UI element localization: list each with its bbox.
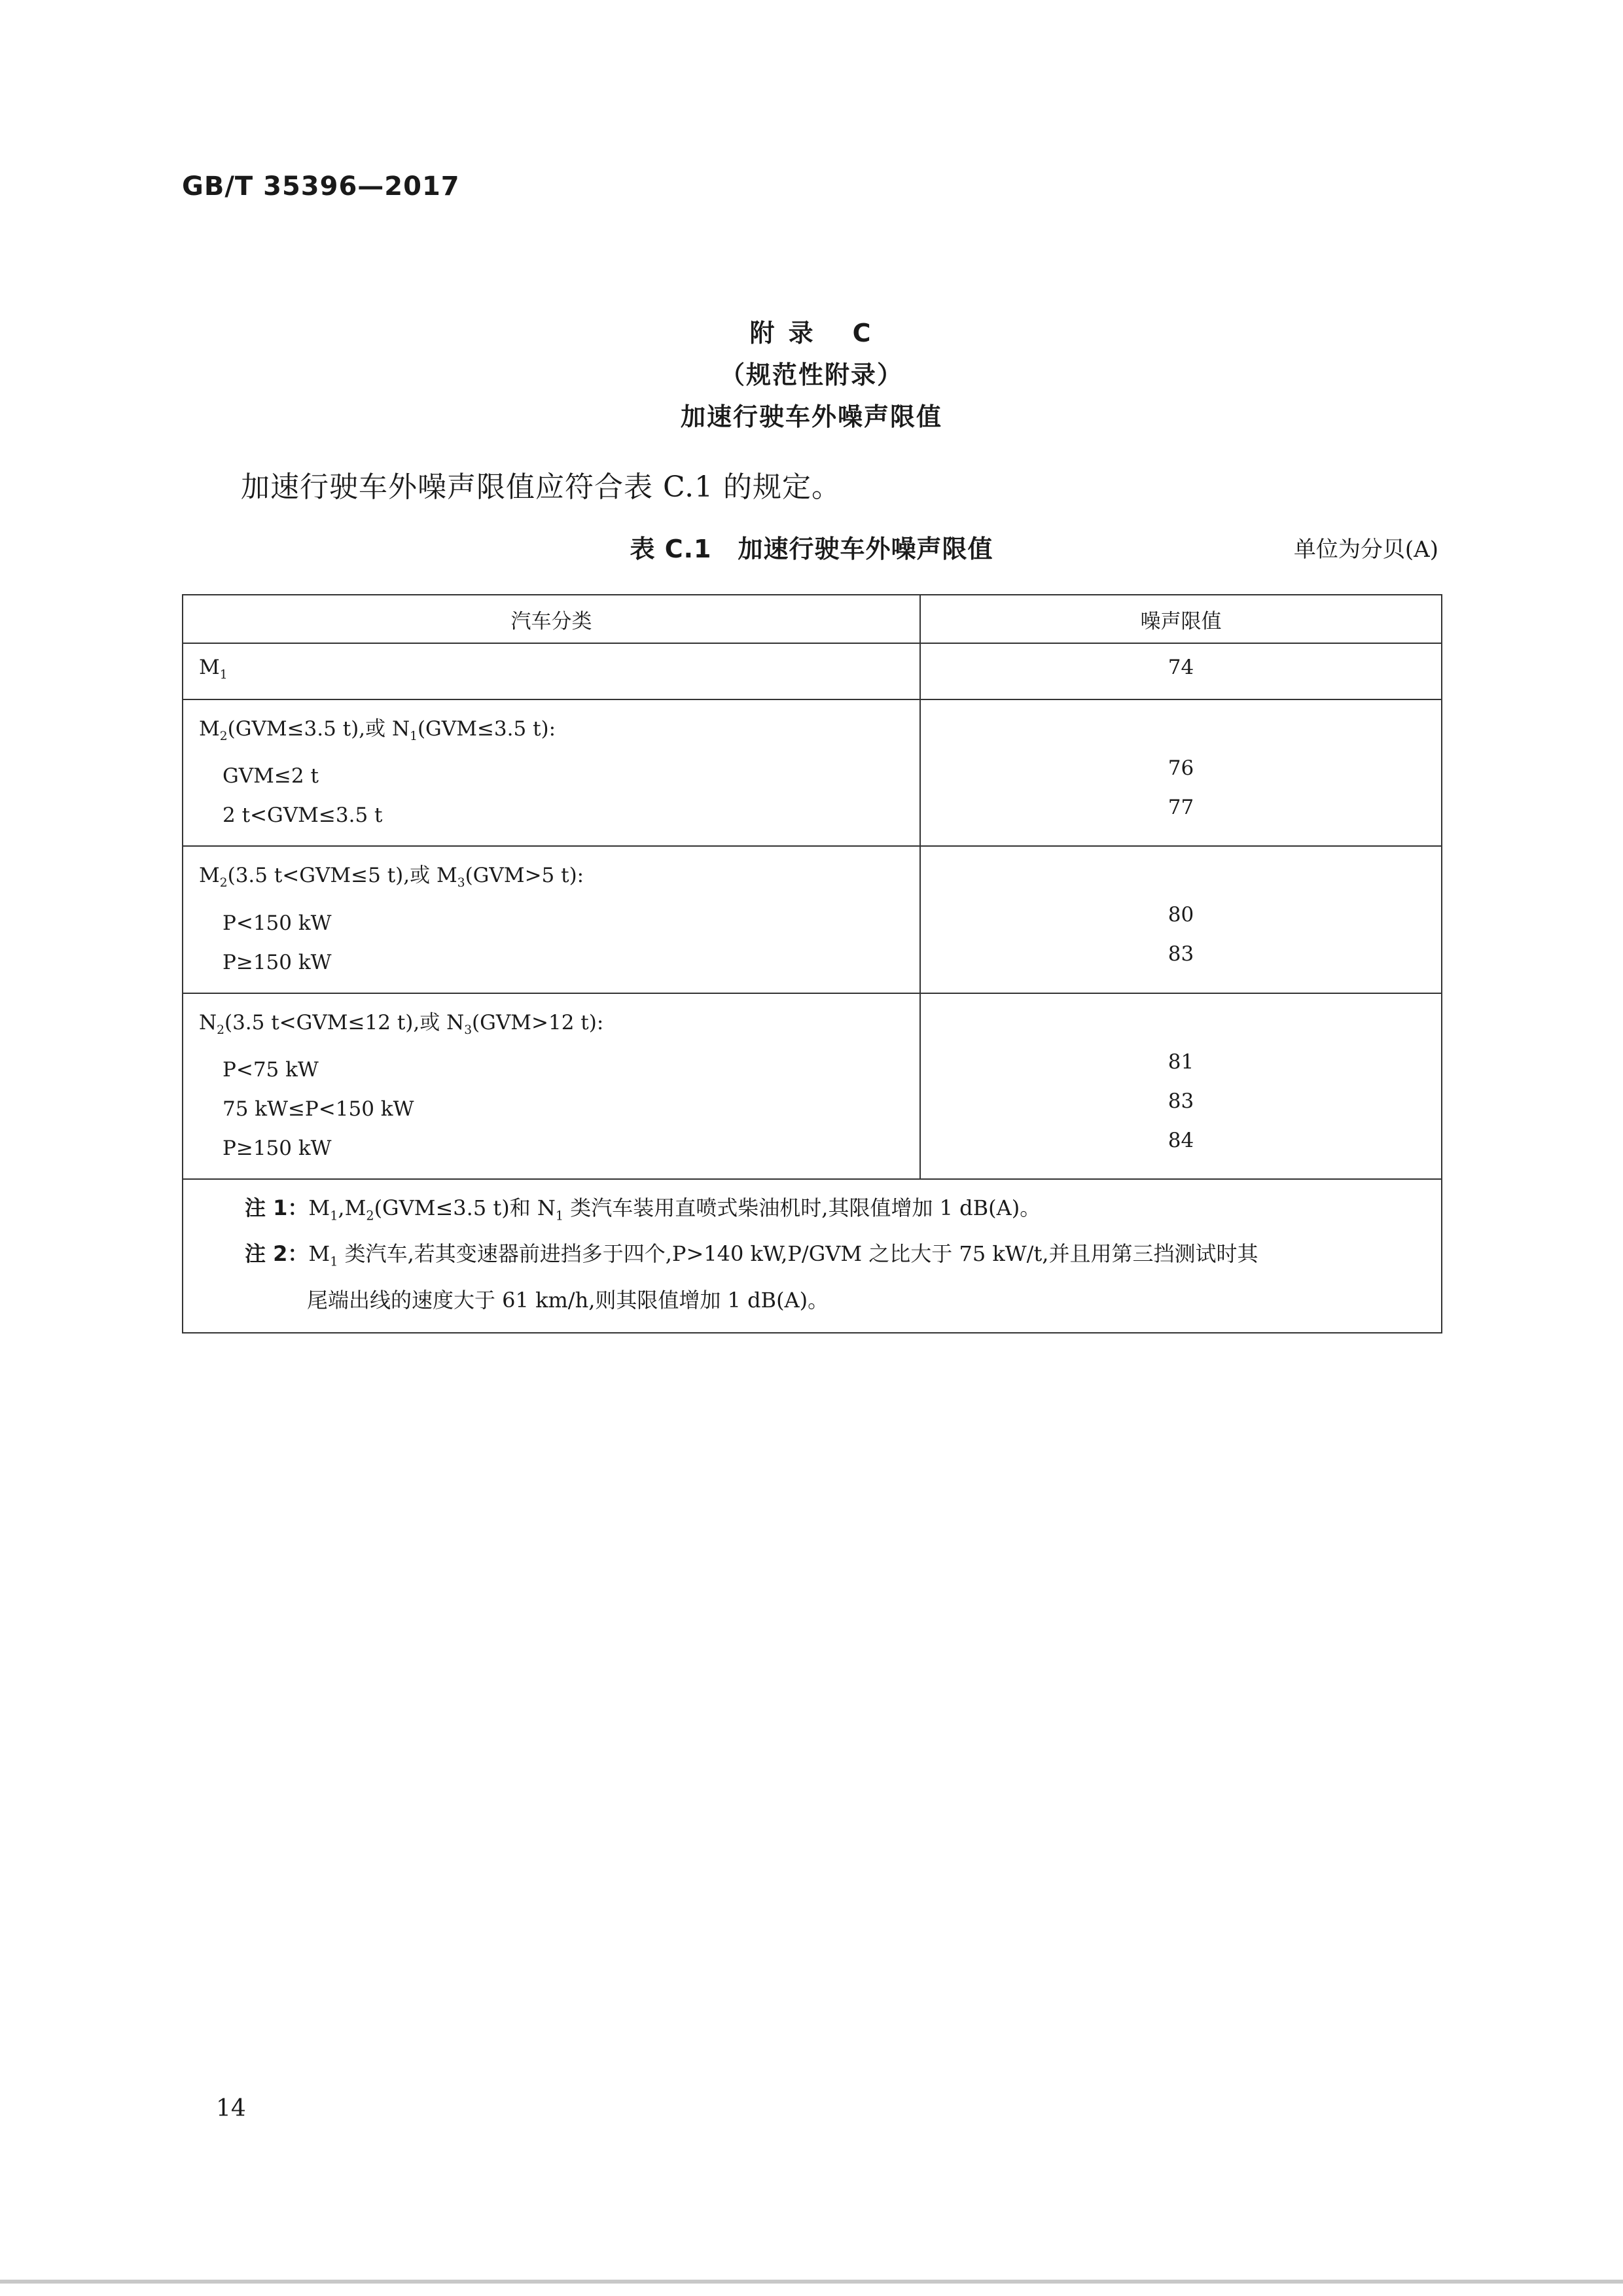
note-1-tag: 注 1： bbox=[245, 1195, 309, 1220]
category-cell bbox=[183, 993, 920, 1179]
category-cell bbox=[183, 699, 920, 846]
limit-value: 76 bbox=[1168, 756, 1194, 781]
limit-values bbox=[920, 846, 1442, 993]
limit-value: 84 bbox=[1168, 1128, 1194, 1152]
table-notes-row bbox=[183, 1179, 1442, 1333]
intro-paragraph: 加速行驶车外噪声限值应符合表 C.1 的规定。 bbox=[241, 470, 842, 504]
table-notes bbox=[183, 1179, 1442, 1333]
category-sub-item: 75 kW≤P<150 kW bbox=[223, 1097, 414, 1121]
category-sub-item: P<75 kW bbox=[223, 1057, 319, 1082]
standard-code: GB/T 35396—2017 bbox=[182, 171, 460, 202]
category-cell bbox=[183, 643, 920, 699]
category-sub-item: P≥150 kW bbox=[223, 1136, 332, 1160]
category-cell bbox=[183, 846, 920, 993]
note-1: 注 1：$M_1,M_2(GVM\le 3.5$ t)和 $N_1$ 类汽车装用直喷式柴油机时,其限值增加 1 dB(A)。 bbox=[245, 1195, 1041, 1224]
table-header-row bbox=[183, 595, 1442, 643]
noise-limit-table bbox=[182, 594, 1442, 1333]
table-row bbox=[183, 699, 1442, 846]
annex-type: （规范性附录） bbox=[719, 361, 903, 389]
category-sub-item: P≥150 kW bbox=[223, 950, 332, 974]
annex-title: 加速行驶车外噪声限值 bbox=[680, 402, 942, 431]
table-row bbox=[183, 643, 1442, 699]
limit-value: 81 bbox=[1168, 1050, 1194, 1074]
table-caption-number: 表 C.1 bbox=[630, 535, 712, 563]
limit-value: 77 bbox=[1168, 796, 1194, 820]
annex-label bbox=[0, 313, 1623, 349]
header-noise-limit: 噪声限值 bbox=[920, 595, 1442, 643]
page-bottom-rule bbox=[0, 2280, 1623, 2284]
category-sub-item: P<150 kW bbox=[223, 911, 332, 935]
header-vehicle-category: 汽车分类 bbox=[183, 595, 920, 643]
annex-label-letter: C bbox=[852, 319, 874, 347]
table-caption-title: 加速行驶车外噪声限值 bbox=[738, 535, 993, 563]
table-row bbox=[183, 846, 1442, 993]
category-sub-item: GVM≤2 t bbox=[223, 764, 319, 788]
page-number: 14 bbox=[216, 2095, 246, 2122]
limit-value: 83 bbox=[1168, 1089, 1194, 1113]
limit-value: 83 bbox=[1168, 942, 1194, 966]
category-heading: $M_2(3.5$ t<GVM≤5 t),或 $M_3(GVM>5$ t): bbox=[199, 864, 584, 891]
table-row bbox=[183, 993, 1442, 1179]
category-heading: $M_1$ bbox=[199, 656, 228, 682]
limit-value: 80 bbox=[1168, 903, 1194, 927]
note-2-tag: 注 2： bbox=[245, 1241, 309, 1267]
category-sub-item: 2 t<GVM≤3.5 t bbox=[223, 804, 383, 828]
category-heading: $M_2(GVM\le 3.5$ t),或 $N_1(GVM\le 3.5$ t): bbox=[199, 717, 556, 744]
limit-values bbox=[920, 993, 1442, 1179]
limit-values bbox=[920, 699, 1442, 846]
limit-value: 74 bbox=[920, 643, 1442, 699]
category-heading: $N_2(3.5$ t<GVM≤12 t),或 $N_3(GVM>12$ t): bbox=[199, 1010, 604, 1037]
note-2-continuation: 尾端出线的速度大于 61 km/h,则其限值增加 1 dB(A)。 bbox=[307, 1287, 829, 1313]
table-unit: 单位为分贝(A) bbox=[1293, 537, 1438, 563]
annex-label-word: 附 录 bbox=[749, 319, 816, 347]
note-2: 注 2：$M_1$ 类汽车,若其变速器前进挡多于四个,P>140 kW,P/GVM 之比大于 75 kW/t,并且用第三挡测试时其 bbox=[245, 1241, 1258, 1269]
